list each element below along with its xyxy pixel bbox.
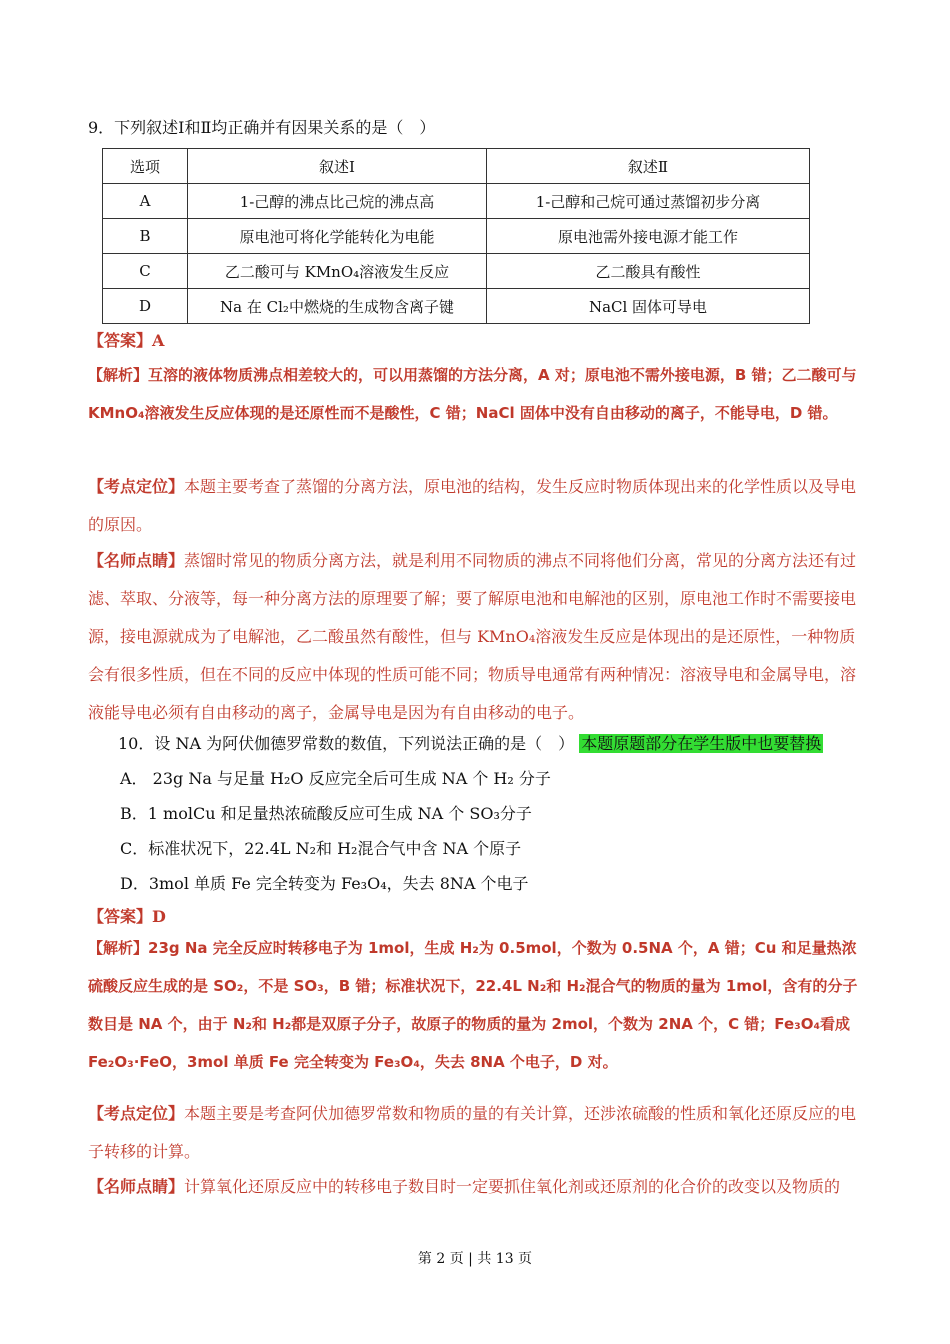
q10-analysis-label: 【解析】 <box>88 939 149 957</box>
q10-teacher-text: 计算氧化还原反应中的转移电子数目时一定要抓住氧化剂或还原剂的化合价的改变以及物质的 <box>184 1177 841 1196</box>
table-header-cell: 叙述Ⅰ <box>188 149 487 184</box>
q9-answer: 【答案】A <box>88 331 165 350</box>
table-cell: 原电池需外接电源才能工作 <box>487 219 810 254</box>
q10-point <box>88 1095 864 1171</box>
q9-point-text: 本题主要考查了蒸馏的分离方法，原电池的结构，发生反应时物质体现出来的化学性质以及导电的原因。 <box>88 477 857 534</box>
q9-teacher-text: 蒸馏时常见的物质分离方法，就是利用不同物质的沸点不同将他们分离，常见的分离方法还有过滤、萃取、分液等，每一种分离方法的原理要了解；要了解原电池和电解池的区别，原电池工作时不需要接电源，接电源就成为了电解池，乙二酸虽然有酸性，但与 KMnO₄溶液发生反应是体现出的是还原性，一种物质会有很多性质，但在不同的反应中体现的性质可能不同；物质导电通常有两种情况：溶液导电和金属导电，溶液能导电必须有自由移动的离子，金属导电是因为有自由移动的电子。 <box>88 551 857 722</box>
table-cell: B <box>103 219 188 254</box>
q10-teacher-label: 【名师点睛】 <box>88 1177 185 1196</box>
table-cell: D <box>103 289 188 324</box>
table-cell: 1-己醇的沸点比己烷的沸点高 <box>188 184 487 219</box>
q10-point-label: 【考点定位】 <box>88 1104 185 1123</box>
q10-option-d: D．3mol 单质 Fe 完全转变为 Fe₃O₄，失去 8NA 个电子 <box>120 874 529 893</box>
table-header-cell: 选项 <box>103 149 188 184</box>
q9-analysis <box>88 356 864 432</box>
q10-option-b: B．1 molCu 和足量热浓硫酸反应可生成 NA 个 SO₃分子 <box>120 804 532 823</box>
q10-analysis-text: 23g Na 完全反应时转移电子为 1mol，生成 H₂为 0.5mol，个数为 0.5NA 个，A 错；Cu 和足量热浓硫酸反应生成的是 SO₂，不是 SO₃，B 错；标准状况下，22.4L N₂和 H₂混合气的物质的量为 1mol，含有的分子数目是 NA 个，由于 N₂和 H₂都是双原子分子，故原子的物质的量为 2mol，个数为 2NA 个，C 错；Fe₃O₄看成 Fe₂O₃·FeO，3mol 单质 Fe 完全转变为 Fe₃O₄，失去 8NA 个电子，D 对。 <box>88 939 858 1071</box>
q10-answer: 【答案】D <box>88 907 166 926</box>
table-row <box>103 254 810 289</box>
q10-stem-text: 10．设 NA 为阿伏伽德罗常数的数值，下列说法正确的是（ ） <box>118 734 575 753</box>
q10-point-text: 本题主要是考查阿伏加德罗常数和物质的量的有关计算，还涉浓硫酸的性质和氧化还原反应的电子转移的计算。 <box>88 1104 857 1161</box>
q9-point <box>88 468 864 544</box>
table-cell: 1-己醇和己烷可通过蒸馏初步分离 <box>487 184 810 219</box>
table-cell: NaCl 固体可导电 <box>487 289 810 324</box>
page-footer: 第 2 页 | 共 13 页 <box>417 1251 533 1267</box>
q10-option-a: A． 23g Na 与足量 H₂O 反应完全后可生成 NA 个 H₂ 分子 <box>120 769 551 788</box>
q10-option-c: C．标准状况下，22.4L N₂和 H₂混合气中含 NA 个原子 <box>120 839 522 858</box>
question-9-stem: 9．下列叙述Ⅰ和Ⅱ均正确并有因果关系的是（ ） <box>88 118 436 137</box>
table-header-row <box>103 149 810 184</box>
q9-teacher-note <box>88 542 864 732</box>
q10-highlight-note: 本题原题部分在学生版中也要替换 <box>581 734 822 753</box>
q9-analysis-label: 【解析】 <box>88 366 149 384</box>
table-row <box>103 219 810 254</box>
table-cell: Na 在 Cl₂中燃烧的生成物含离子键 <box>188 289 487 324</box>
question-9-table <box>102 148 810 324</box>
question-10-stem <box>118 734 823 754</box>
table-cell: 原电池可将化学能转化为电能 <box>188 219 487 254</box>
q9-teacher-label: 【名师点睛】 <box>88 551 185 570</box>
table-row <box>103 184 810 219</box>
table-row <box>103 289 810 324</box>
table-cell: 乙二酸可与 KMnO₄溶液发生反应 <box>188 254 487 289</box>
q10-analysis <box>88 929 864 1081</box>
table-header-cell: 叙述Ⅱ <box>487 149 810 184</box>
table-cell: A <box>103 184 188 219</box>
q9-point-label: 【考点定位】 <box>88 477 185 496</box>
table-cell: 乙二酸具有酸性 <box>487 254 810 289</box>
q10-teacher-note <box>88 1168 864 1206</box>
q9-analysis-text: 互溶的液体物质沸点相差较大的，可以用蒸馏的方法分离，A 对；原电池不需外接电源，B 错；乙二酸可与 KMnO₄溶液发生反应体现的是还原性而不是酸性，C 错；NaCl 固体中没有自由移动的离子，不能导电，D 错。 <box>88 366 857 422</box>
table-cell: C <box>103 254 188 289</box>
